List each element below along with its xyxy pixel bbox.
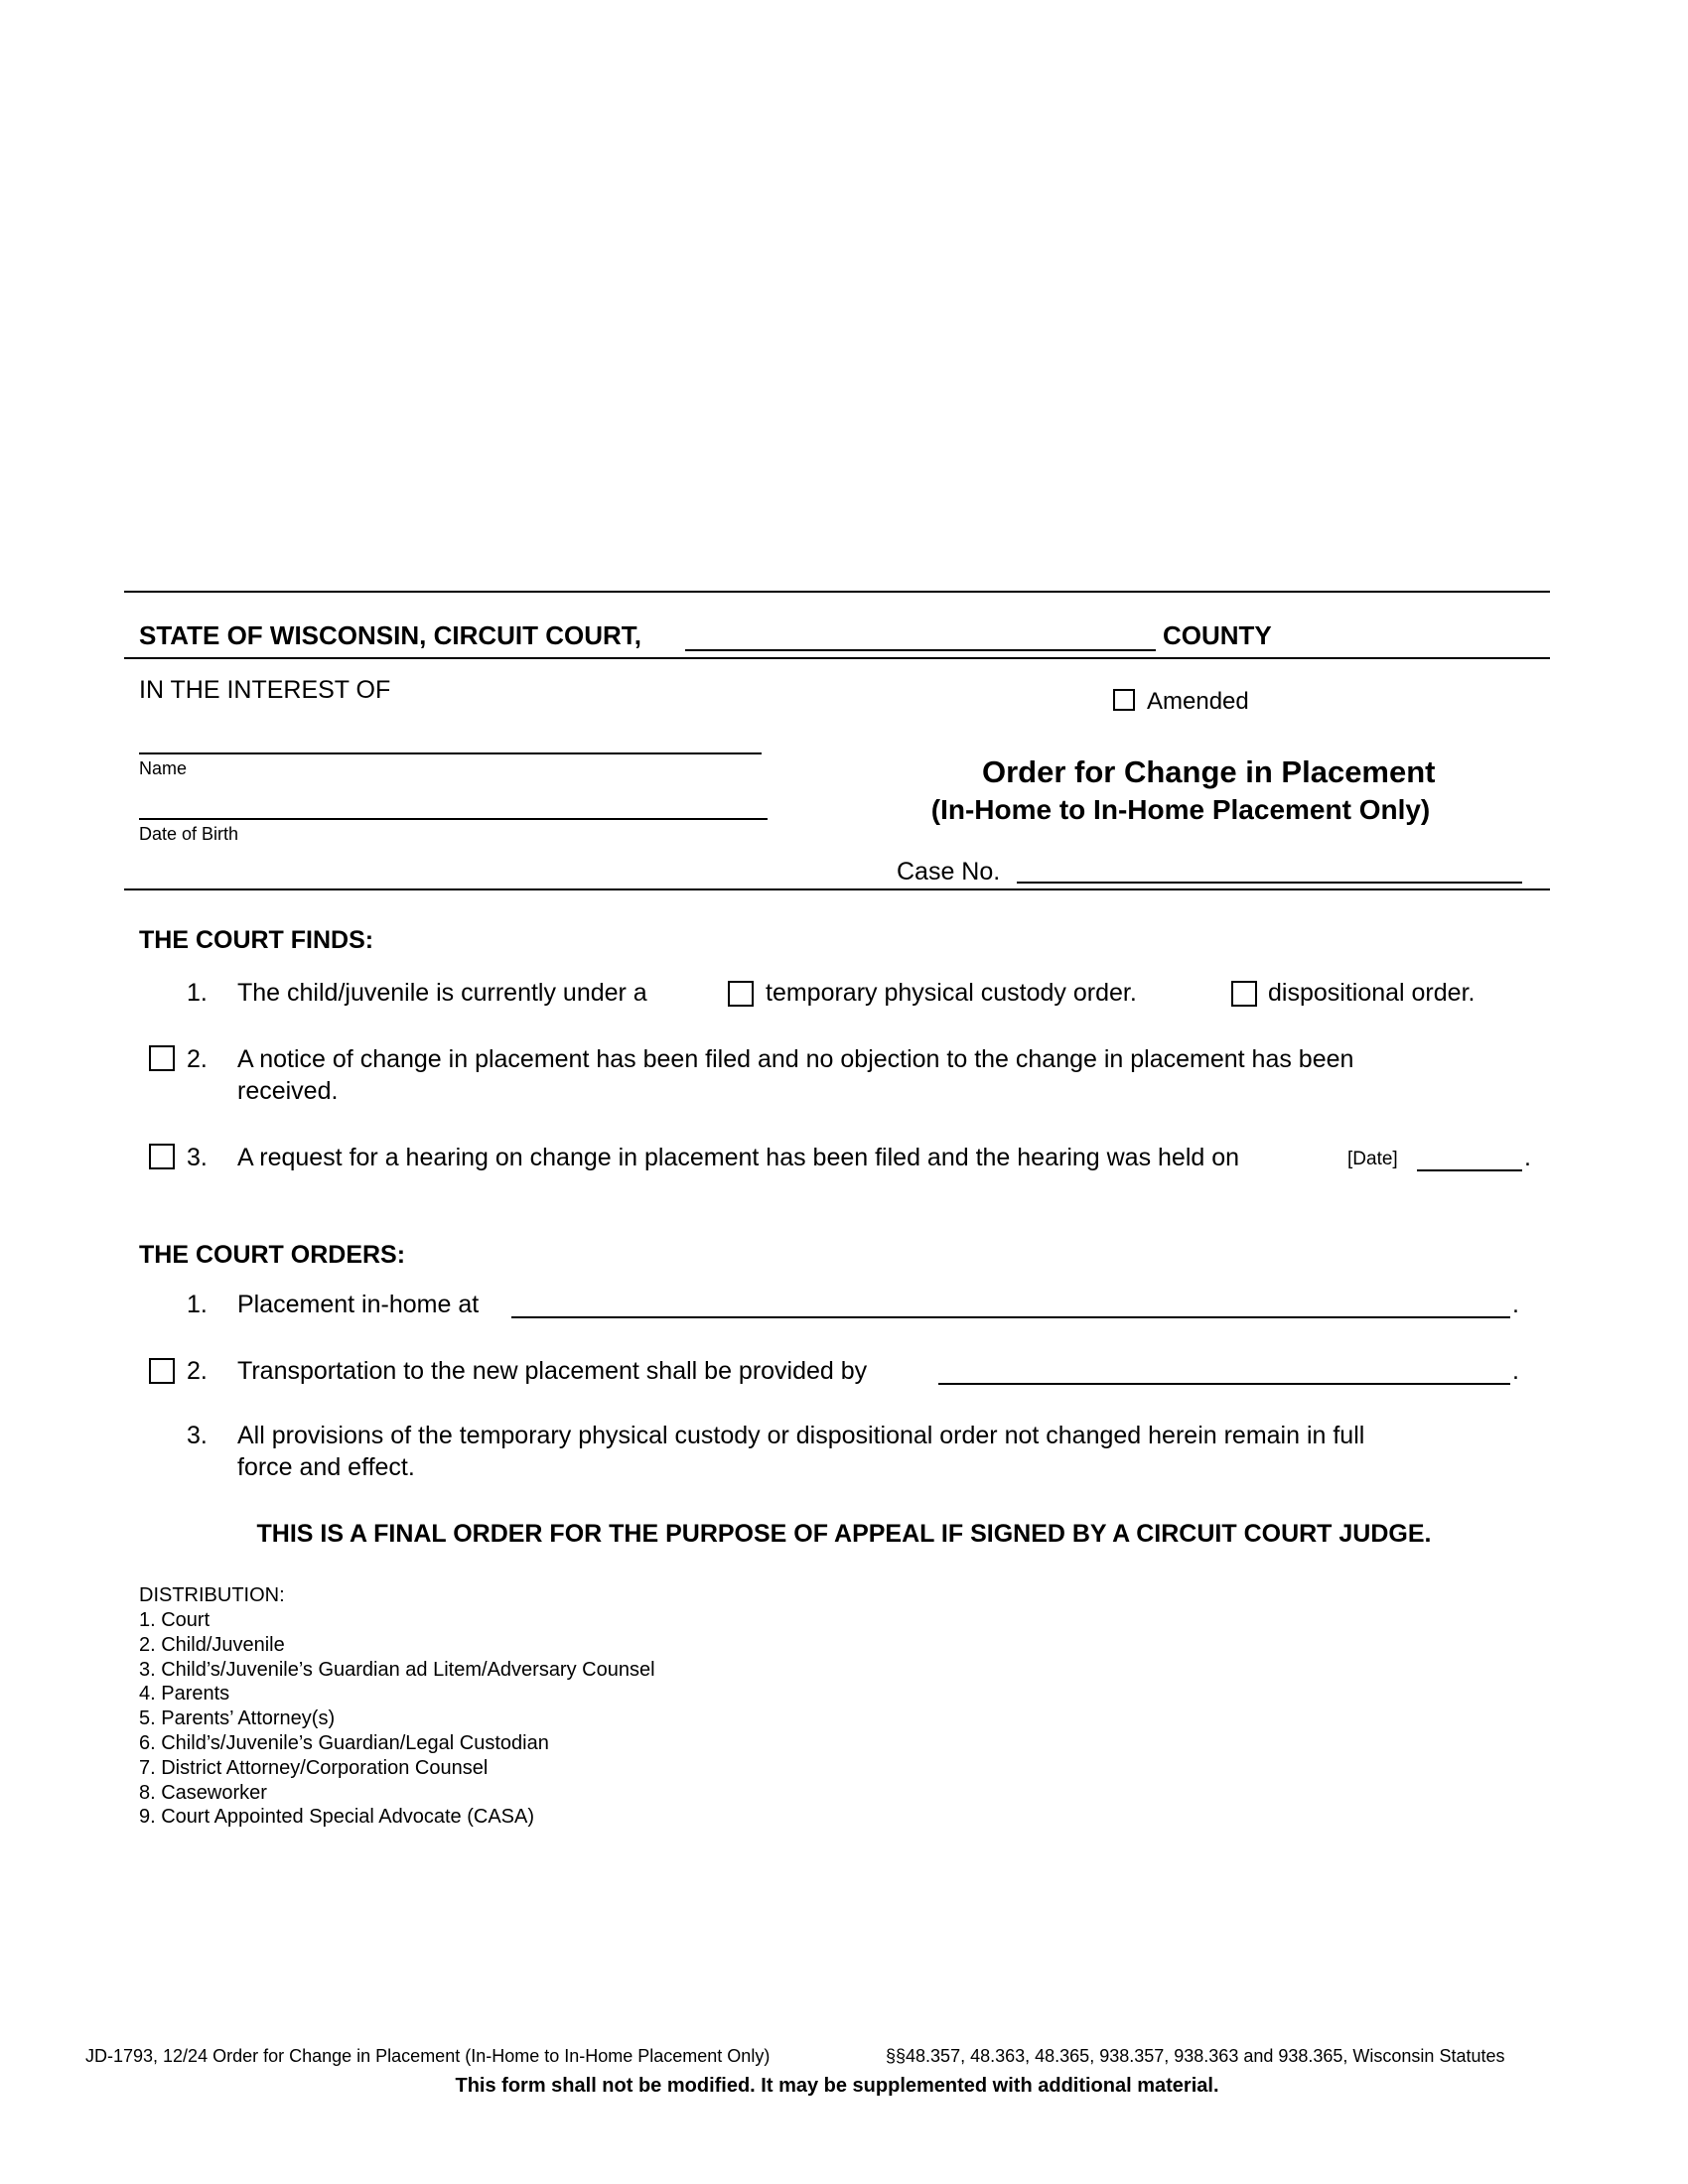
distribution-item: 6. Child’s/Juvenile’s Guardian/Legal Custodian (139, 1732, 549, 1754)
finding-1-number: 1. (187, 979, 208, 1007)
order-2-text: Transportation to the new placement shall be provided by (237, 1357, 868, 1385)
modification-notice: This form shall not be modified. It may be supplemented with additional material. (455, 2075, 1219, 2097)
order-3-number: 3. (187, 1422, 208, 1449)
finding-2-checkbox[interactable] (149, 1045, 175, 1071)
orders-heading: THE COURT ORDERS: (139, 1241, 406, 1269)
order-2-end: . (1512, 1357, 1519, 1385)
temporary-custody-checkbox[interactable] (728, 981, 754, 1007)
distribution-item: 9. Court Appointed Special Advocate (CASA) (139, 1806, 535, 1828)
findings-heading: THE COURT FINDS: (139, 926, 374, 954)
finding-2-text-line1: A notice of change in placement has been filed and no objection to the change in placement has been (237, 1045, 1354, 1073)
amended-checkbox[interactable] (1113, 689, 1135, 711)
top-rule (124, 591, 1550, 593)
interest-of-label: IN THE INTEREST OF (139, 676, 391, 704)
form-subtitle: (In-Home to In-Home Placement Only) (930, 794, 1431, 825)
finding-3-checkbox[interactable] (149, 1144, 175, 1169)
case-no-label: Case No. (897, 858, 1001, 886)
order-3-text-line2: force and effect. (237, 1453, 415, 1481)
distribution-item: 1. Court (139, 1609, 211, 1631)
hearing-date-field[interactable] (1417, 1148, 1522, 1171)
finding-2-number: 2. (187, 1045, 208, 1073)
form-title: Order for Change in Placement (982, 754, 1436, 789)
case-no-field[interactable] (1017, 860, 1522, 884)
transportation-provider-field[interactable] (938, 1361, 1510, 1385)
distribution-heading: DISTRIBUTION: (139, 1584, 285, 1606)
order-1-end: . (1512, 1291, 1519, 1318)
finding-2-text-line2: received. (237, 1077, 339, 1105)
dispositional-order-checkbox[interactable] (1231, 981, 1257, 1007)
distribution-item: 5. Parents’ Attorney(s) (139, 1707, 336, 1729)
order-3-text-line1: All provisions of the temporary physical custody or dispositional order not changed herein remain in full (237, 1422, 1365, 1449)
court-caption: STATE OF WISCONSIN, CIRCUIT COURT, (139, 620, 642, 650)
dob-label: Date of Birth (139, 824, 239, 844)
final-order-notice: THIS IS A FINAL ORDER FOR THE PURPOSE OF APPEAL IF SIGNED BY A CIRCUIT COURT JUDGE. (256, 1520, 1432, 1548)
distribution-item: 3. Child’s/Juvenile’s Guardian ad Litem/Adversary Counsel (139, 1659, 655, 1681)
hearing-date-hint: [Date] (1347, 1149, 1398, 1169)
finding-3-text: A request for a hearing on change in placement has been filed and the hearing was held on (237, 1144, 1240, 1171)
county-label: COUNTY (1163, 620, 1272, 650)
temporary-custody-label: temporary physical custody order. (766, 979, 1137, 1007)
order-2-number: 2. (187, 1357, 208, 1385)
form-id-footer: JD-1793, 12/24 Order for Change in Placement (In-Home to In-Home Placement Only) (85, 2046, 771, 2066)
county-field[interactable] (685, 625, 1156, 651)
dob-field[interactable] (139, 790, 768, 820)
finding-1-text: The child/juvenile is currently under a (237, 979, 647, 1007)
order-1-text: Placement in-home at (237, 1291, 480, 1318)
order-1-number: 1. (187, 1291, 208, 1318)
placement-address-field[interactable] (511, 1295, 1510, 1318)
amended-label: Amended (1147, 688, 1249, 715)
dispositional-order-label: dispositional order. (1268, 979, 1476, 1007)
statutes-footer: §§48.357, 48.363, 48.365, 938.357, 938.363 and 938.365, Wisconsin Statutes (886, 2046, 1505, 2066)
header-bottom-rule (124, 888, 1550, 890)
distribution-item: 2. Child/Juvenile (139, 1634, 285, 1656)
distribution-item: 7. District Attorney/Corporation Counsel (139, 1757, 489, 1779)
caption-rule (124, 657, 1550, 659)
distribution-item: 8. Caseworker (139, 1782, 267, 1804)
name-label: Name (139, 758, 188, 778)
distribution-item: 4. Parents (139, 1683, 230, 1705)
finding-3-number: 3. (187, 1144, 208, 1171)
name-field[interactable] (139, 725, 762, 754)
finding-3-end: . (1524, 1144, 1531, 1171)
order-2-checkbox[interactable] (149, 1358, 175, 1384)
